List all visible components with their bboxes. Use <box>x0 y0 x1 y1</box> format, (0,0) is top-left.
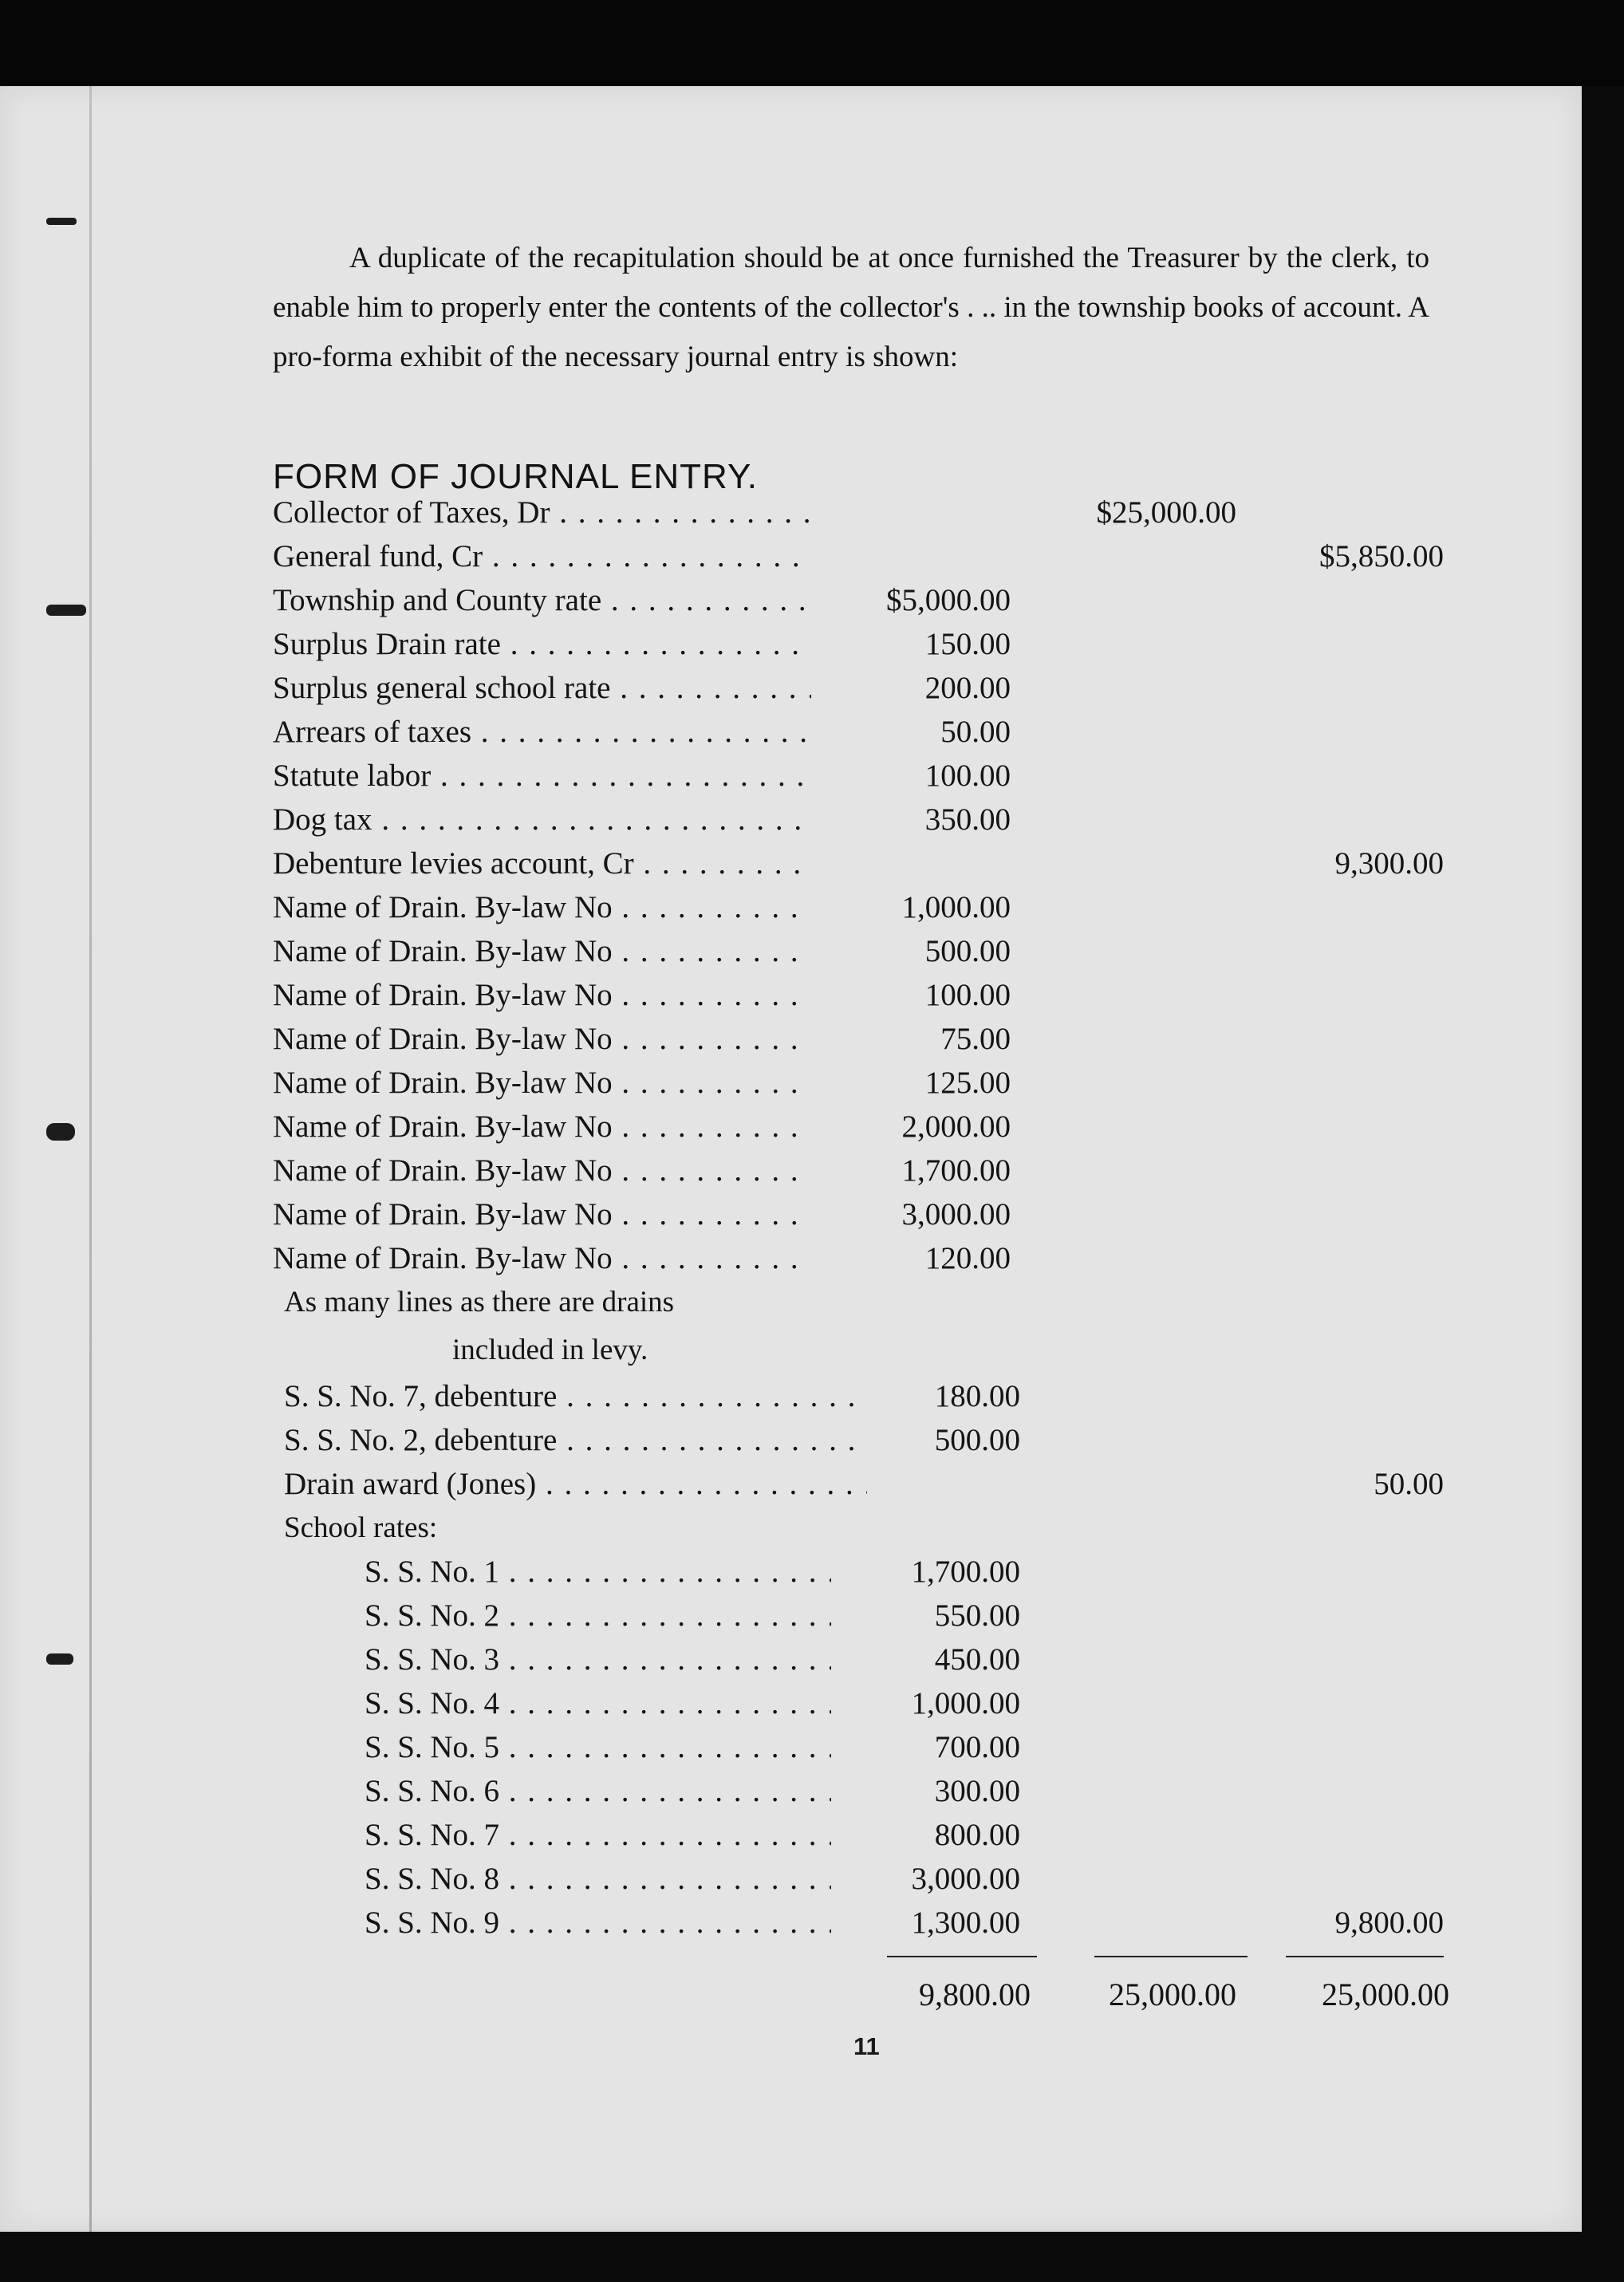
subtotal-rule <box>1094 1956 1248 1957</box>
ledger-row <box>273 1681 1453 1725</box>
amount-column-1: 550.00 <box>934 1598 1020 1633</box>
ledger-row <box>273 1149 1453 1192</box>
amount-column-1: 180.00 <box>934 1379 1020 1413</box>
ledger-row-label: Name of Drain. By-law No . . . <box>273 1105 811 1149</box>
ledger-row <box>273 1374 1453 1418</box>
ledger-row-label: Name of Drain. By-law No . . . <box>273 929 811 973</box>
ledger-row <box>273 1901 1453 1945</box>
ledger-row-label: S. S. No. 6 . . . <box>365 1769 831 1813</box>
ledger-row <box>273 754 1453 798</box>
binding-mark <box>46 1123 75 1141</box>
ledger-row-label: Collector of Taxes, Dr . . . <box>273 491 811 534</box>
amount-column-1: 500.00 <box>924 934 1011 968</box>
amount-column-3: 50.00 <box>1374 1467 1444 1501</box>
ledger-row <box>273 885 1453 929</box>
total-column-2: 25,000.00 <box>1109 1977 1236 2012</box>
ledger-row <box>273 798 1453 841</box>
amount-column-1: 200.00 <box>924 671 1011 705</box>
ledger-row <box>273 1638 1453 1681</box>
ledger-row <box>273 534 1453 578</box>
ledger-row-label: S. S. No. 1 . . . <box>365 1550 831 1594</box>
ledger-row-label: S. S. No. 3 . . . <box>365 1638 831 1681</box>
ledger-row <box>273 1769 1453 1813</box>
amount-column-1: 700.00 <box>934 1730 1020 1764</box>
amount-column-1: 1,700.00 <box>911 1555 1020 1589</box>
ledger-row <box>273 491 1453 534</box>
scan-background-top <box>0 0 1624 86</box>
amount-column-1: 100.00 <box>924 759 1011 793</box>
ledger-row-label: Drain award (Jones) . . . <box>284 1462 867 1506</box>
page-fold-line <box>89 86 92 2232</box>
ledger-row <box>273 1105 1453 1149</box>
amount-column-1: 125.00 <box>924 1066 1011 1100</box>
amount-column-1: 1,000.00 <box>911 1686 1020 1720</box>
ledger-row-label: Debenture levies account, Cr . . . <box>273 841 811 885</box>
ledger-row-label: Name of Drain. By-law No . . . <box>273 1017 811 1061</box>
ledger-row <box>273 1192 1453 1236</box>
amount-column-1: 120.00 <box>924 1241 1011 1275</box>
amount-column-1: 150.00 <box>924 627 1011 661</box>
ledger-row-label: Name of Drain. By-law No . . . <box>273 1149 811 1192</box>
ledger-row <box>273 666 1453 710</box>
journal-entry-heading: FORM OF JOURNAL ENTRY. <box>273 457 758 496</box>
page-number: 11 <box>853 2032 880 2060</box>
amount-column-1: 50.00 <box>940 715 1011 749</box>
ledger-row-label: S. S. No. 2, debenture . . . <box>284 1418 867 1462</box>
ledger-row <box>273 710 1453 754</box>
ledger-row-label: S. S. No. 5 . . . <box>365 1725 831 1769</box>
ledger-row-label: Name of Drain. By-law No . . . <box>273 1192 811 1236</box>
ledger-row <box>273 1462 1453 1506</box>
ledger-row-label: Township and County rate . . . <box>273 578 811 622</box>
amount-column-2: $25,000.00 <box>1096 495 1236 530</box>
ledger-row-label: S. S. No. 2 . . . <box>365 1594 831 1638</box>
journal-entry-table <box>273 491 1453 2023</box>
total-column-3: 25,000.00 <box>1322 1977 1449 2012</box>
binding-mark <box>46 1653 73 1665</box>
ledger-row-label: Name of Drain. By-law No . . . <box>273 973 811 1017</box>
amount-column-3: 9,300.00 <box>1334 846 1444 881</box>
subtotal-rule <box>1286 1956 1444 1957</box>
subtotal-rule <box>887 1956 1037 1957</box>
ledger-row-label: Statute labor . . . <box>273 754 811 798</box>
drain-note-line-1: As many lines as there are drains <box>284 1286 675 1318</box>
amount-column-1: 100.00 <box>924 978 1011 1012</box>
amount-column-1: 500.00 <box>934 1423 1020 1457</box>
ledger-row-label: S. S. No. 8 . . . <box>365 1857 831 1901</box>
totals-row <box>273 1967 1453 2023</box>
school-rates-heading-row <box>273 1506 1453 1550</box>
ledger-row-label: Surplus general school rate . . . <box>273 666 811 710</box>
ledger-row <box>273 578 1453 622</box>
ledger-row-label: General fund, Cr . . . <box>273 534 811 578</box>
note-row <box>273 1280 1453 1328</box>
ledger-row-label: Name of Drain. By-law No . . . <box>273 1236 811 1280</box>
amount-column-1: 1,300.00 <box>911 1906 1020 1940</box>
amount-column-1: 2,000.00 <box>901 1109 1011 1144</box>
amount-column-1: 3,000.00 <box>901 1197 1011 1232</box>
ledger-row <box>273 622 1453 666</box>
ledger-row-label: S. S. No. 4 . . . <box>365 1681 831 1725</box>
binding-mark <box>46 218 77 225</box>
amount-column-1: 350.00 <box>924 802 1011 837</box>
binding-mark <box>46 605 86 616</box>
ledger-row <box>273 1725 1453 1769</box>
ledger-row-label: Arrears of taxes . . . <box>273 710 811 754</box>
ledger-row <box>273 1550 1453 1594</box>
drain-note-line-2: included in levy. <box>452 1334 648 1366</box>
amount-column-1: 1,700.00 <box>901 1153 1011 1188</box>
total-column-1: 9,800.00 <box>919 1977 1031 2012</box>
intro-paragraph: A duplicate of the recapitulation should be at once furnished the Treasurer by the clerk, to enable him to properly enter the contents of the collector's . .. in the township books of account. A pro-forma exhibit of the necessary journal entry is shown: <box>273 242 1429 373</box>
school-rates-heading: School rates: <box>284 1511 438 1544</box>
ledger-row <box>273 929 1453 973</box>
amount-column-1: 450.00 <box>934 1642 1020 1677</box>
amount-column-1: 800.00 <box>934 1818 1020 1852</box>
ledger-row-label: Name of Drain. By-law No . . . <box>273 885 811 929</box>
ledger-row <box>273 1017 1453 1061</box>
ledger-row <box>273 1857 1453 1901</box>
ledger-row <box>273 1813 1453 1857</box>
amount-column-3: $5,850.00 <box>1319 539 1444 573</box>
amount-column-1: 1,000.00 <box>901 890 1011 924</box>
note-row <box>273 1328 1453 1374</box>
ledger-row <box>273 1061 1453 1105</box>
amount-column-1: 300.00 <box>934 1774 1020 1808</box>
ledger-row-label: Name of Drain. By-law No . . . <box>273 1061 811 1105</box>
amount-column-1: $5,000.00 <box>886 583 1011 617</box>
ledger-row <box>273 1594 1453 1638</box>
ledger-row <box>273 1236 1453 1280</box>
ledger-row-label: Surplus Drain rate . . . <box>273 622 811 666</box>
ledger-row-label: S. S. No. 7 . . . <box>365 1813 831 1857</box>
ledger-row <box>273 1418 1453 1462</box>
amount-column-1: 75.00 <box>940 1022 1011 1056</box>
amount-column-3: 9,800.00 <box>1334 1906 1444 1940</box>
ledger-row <box>273 841 1453 885</box>
amount-column-1: 3,000.00 <box>911 1862 1020 1896</box>
ledger-row <box>273 973 1453 1017</box>
rules-row <box>273 1945 1453 1967</box>
ledger-row-label: S. S. No. 7, debenture . . . <box>284 1374 867 1418</box>
ledger-row-label: S. S. No. 9 . . . <box>365 1901 831 1945</box>
ledger-row-label: Dog tax . . . <box>273 798 811 841</box>
